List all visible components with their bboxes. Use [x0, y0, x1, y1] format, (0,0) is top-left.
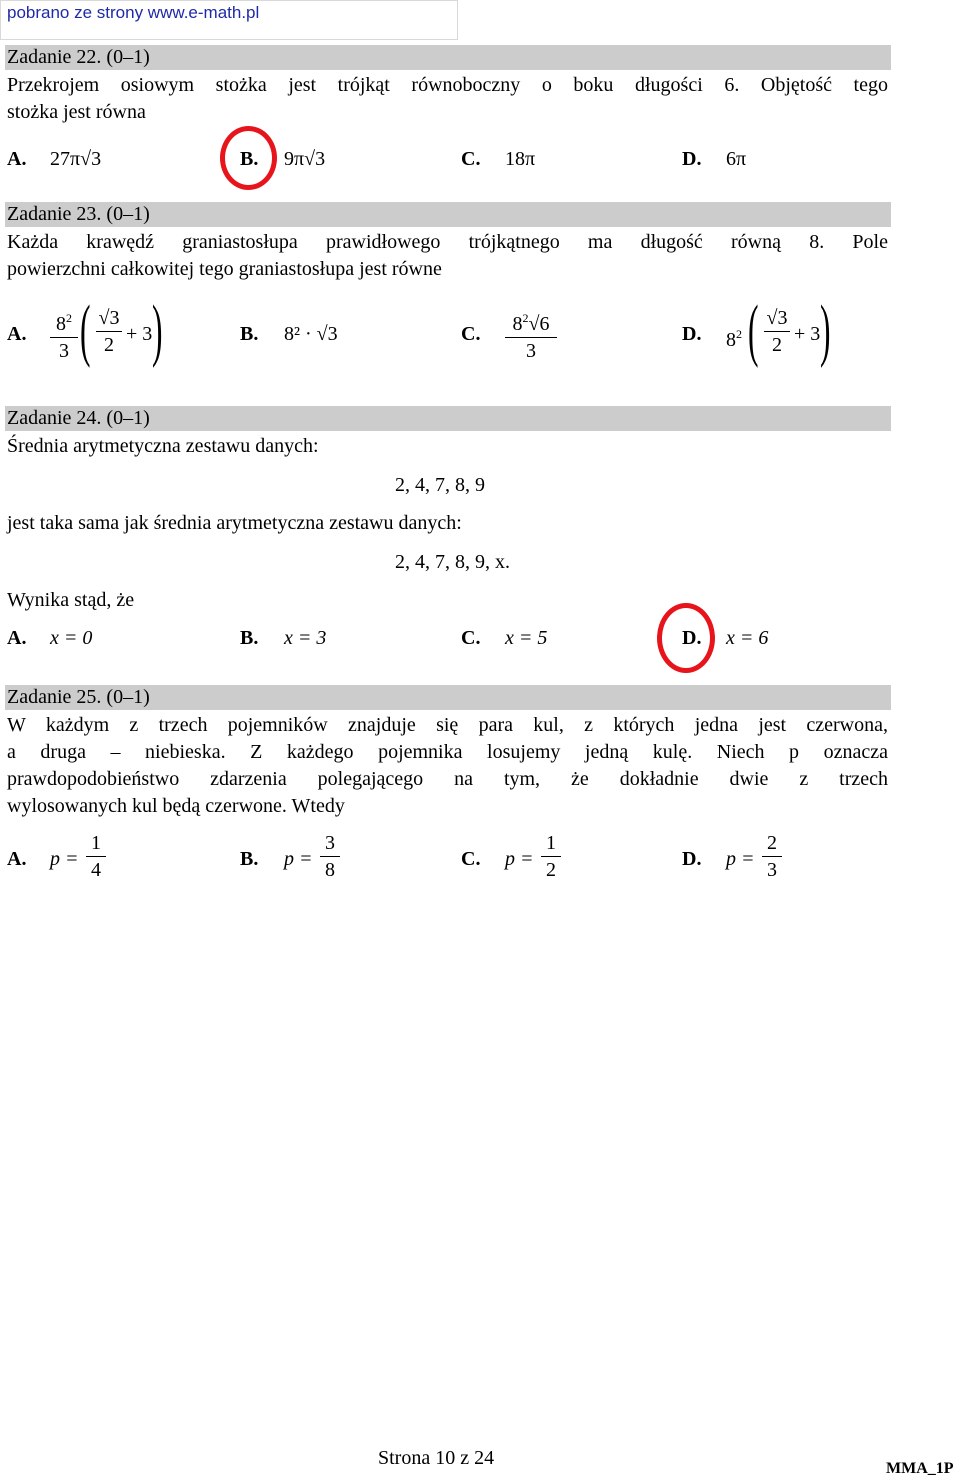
- task-25-option-b-label: B.: [240, 848, 259, 870]
- task-22-header: Zadanie 22. (0–1): [5, 45, 891, 70]
- task-25-line2: a druga – niebieska. Z każdego pojemnika losujemy jedną kulę. Niech p oznacza: [7, 741, 888, 763]
- task-23-d-coefficient: $8^2$: [726, 327, 742, 351]
- task-24-option-a-value: x = 0: [50, 627, 93, 649]
- task-25-option-a-p: p =: [50, 848, 79, 870]
- task-22-option-a-value: 27π√3: [50, 148, 102, 170]
- task-23-option-d-label: D.: [682, 323, 702, 345]
- right-paren: ): [152, 292, 163, 369]
- task-25-line1: W każdym z trzech pojemników znajduje się para kul, z których jedna jest czerwona,: [7, 714, 888, 736]
- task-22-option-d-label: D.: [682, 148, 702, 170]
- task-24-option-d-label: D.: [682, 627, 702, 649]
- task-25-option-d-fraction: 2 3: [762, 830, 782, 883]
- task-24-option-b-label: B.: [240, 627, 259, 649]
- task-24-option-c-label: C.: [461, 627, 481, 649]
- source-banner[interactable]: [0, 0, 458, 40]
- task-22-option-b-value: 9π√3: [284, 148, 326, 170]
- task-22-option-c-label: C.: [461, 148, 481, 170]
- task-23-line1: Każda krawędź graniastosłupa prawidłowego trójkątnego ma długość równą 8. Pole: [7, 231, 888, 253]
- task-24-set2: 2, 4, 7, 8, 9, x.: [395, 551, 510, 573]
- task-22-option-a-label: A.: [7, 148, 27, 170]
- task-25-option-c-fraction: 1 2: [541, 830, 561, 883]
- task-24-line3: Wynika stąd, że: [7, 589, 135, 611]
- task-23-d-fraction: √3 2: [764, 305, 790, 358]
- task-22-option-b-label: B.: [240, 148, 259, 170]
- exam-code: MMA_1P: [886, 1460, 954, 1477]
- task-25-option-c-label: C.: [461, 848, 481, 870]
- task-23-c-fraction: $8^2√6$ 3: [505, 305, 557, 364]
- task-22-line1: Przekrojem osiowym stożka jest trójkąt równoboczny o boku długości 6. Objętość tego: [7, 74, 888, 96]
- task-23-a-fraction-1: $8^2$ 3: [50, 305, 78, 364]
- task-25-option-b-p: p =: [284, 848, 313, 870]
- task-22-option-d-value: 6π: [726, 148, 747, 170]
- task-23-d-plus-three: + 3: [794, 323, 821, 345]
- task-25-option-b-fraction: 3 8: [320, 830, 340, 883]
- task-23-option-b-value: 8² · √3: [284, 323, 338, 345]
- task-24-line2: jest taka sama jak średnia arytmetyczna zestawu danych:: [7, 512, 462, 534]
- task-25-option-d-label: D.: [682, 848, 702, 870]
- left-paren: (: [748, 292, 759, 369]
- task-23-line2: powierzchni całkowitej tego graniastosłupa jest równe: [7, 258, 442, 280]
- task-22-line2: stożka jest równa: [7, 101, 146, 123]
- task-25-header: Zadanie 25. (0–1): [5, 685, 891, 710]
- task-25-line4: wylosowanych kul będą czerwone. Wtedy: [7, 795, 345, 817]
- task-24-option-a-label: A.: [7, 627, 27, 649]
- task-25-option-c-p: p =: [505, 848, 534, 870]
- source-link[interactable]: pobrano ze strony www.e-math.pl: [7, 3, 260, 22]
- task-25-option-a-fraction: 1 4: [86, 830, 106, 883]
- task-23-option-b-label: B.: [240, 323, 259, 345]
- task-23-option-c-label: C.: [461, 323, 481, 345]
- task-24-option-c-value: x = 5: [505, 627, 548, 649]
- task-25-line3: prawdopodobieństwo zdarzenia polegającego na tym, że dokładnie dwie z trzech: [7, 768, 888, 790]
- page-number: Strona 10 z 24: [378, 1447, 495, 1469]
- task-24-header: Zadanie 24. (0–1): [5, 406, 891, 431]
- task-24-set1: 2, 4, 7, 8, 9: [395, 474, 485, 496]
- right-paren: ): [820, 292, 831, 369]
- task-23-option-a-label: A.: [7, 323, 27, 345]
- task-24-option-b-value: x = 3: [284, 627, 327, 649]
- answer-mark-circle: [657, 603, 715, 673]
- task-22-option-c-value: 18π: [505, 148, 536, 170]
- answer-mark-circle: [220, 126, 277, 190]
- task-23-a-plus-three: + 3: [126, 323, 153, 345]
- task-25-option-a-label: A.: [7, 848, 27, 870]
- task-23-a-fraction-2: √3 2: [96, 305, 122, 358]
- task-24-line1: Średnia arytmetyczna zestawu danych:: [7, 435, 319, 457]
- task-23-header: Zadanie 23. (0–1): [5, 202, 891, 227]
- task-25-option-d-p: p =: [726, 848, 755, 870]
- task-24-option-d-value: x = 6: [726, 627, 769, 649]
- left-paren: (: [80, 292, 91, 369]
